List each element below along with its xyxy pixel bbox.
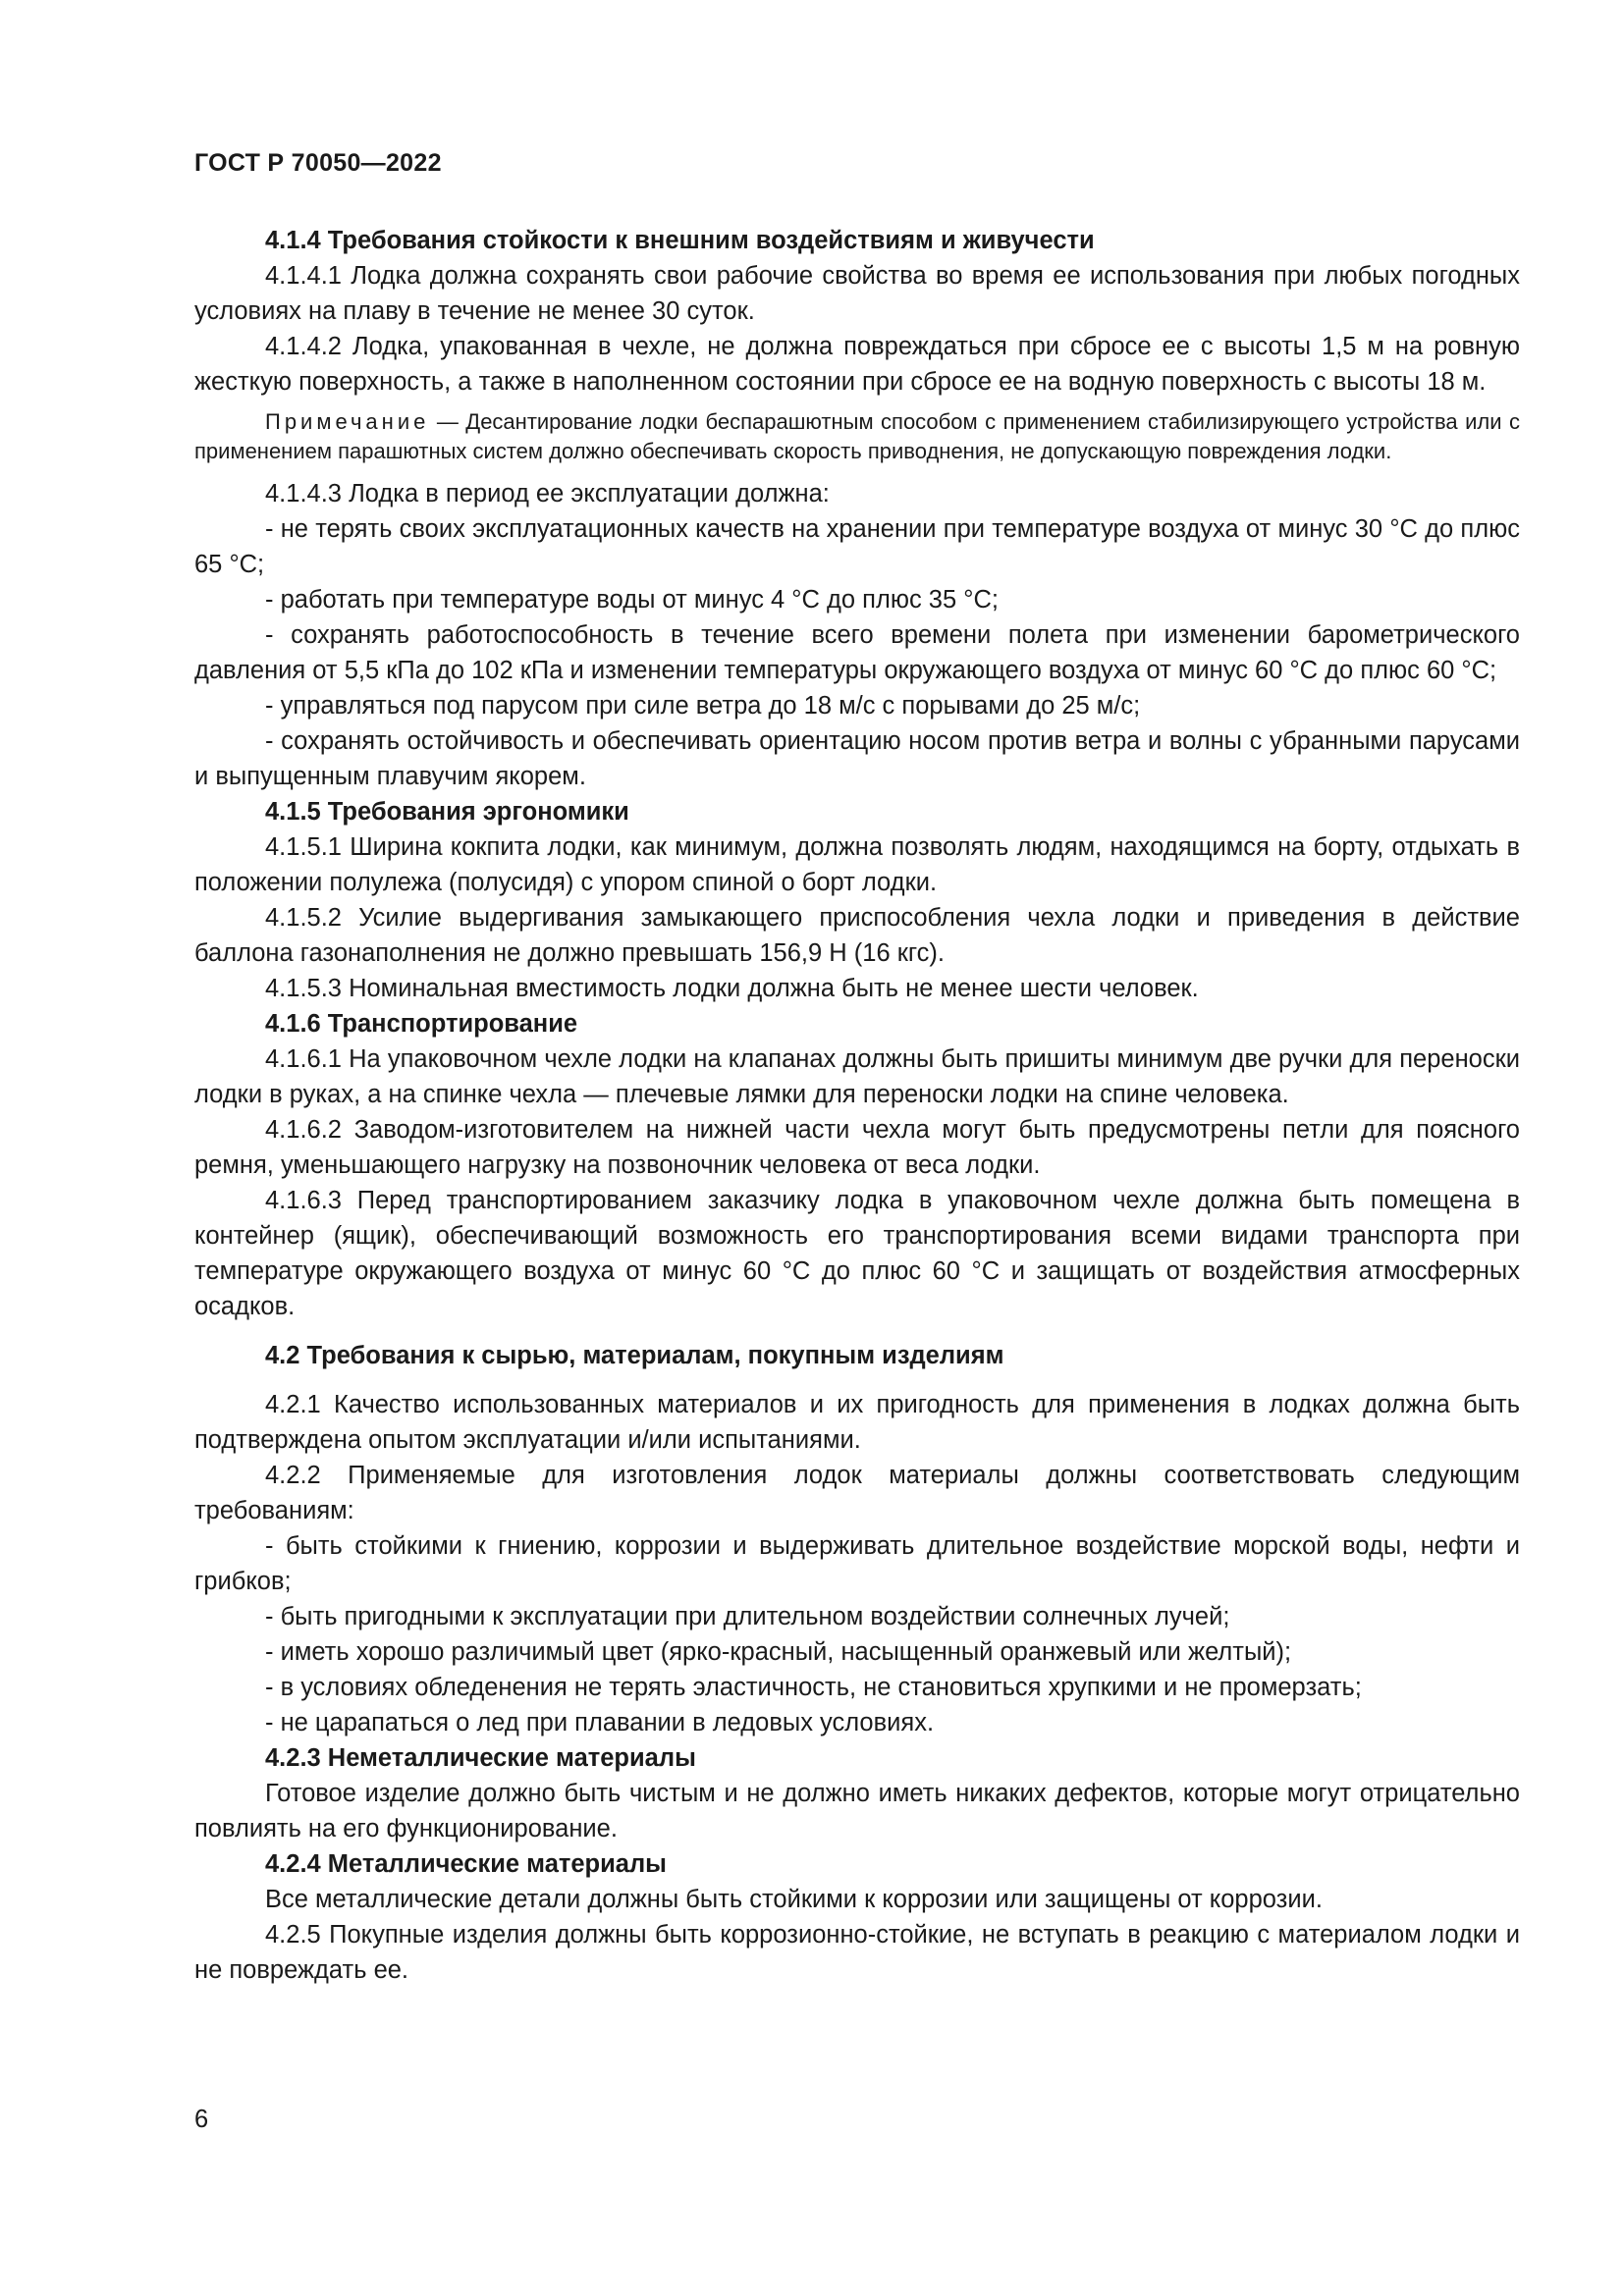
- list-item: - не царапаться о лед при плавании в ледовых условиях.: [265, 1709, 935, 1736]
- paragraph-4-2-5: 4.2.5 Покупные изделия должны быть коррозионно-стойкие, не вступать в реакцию с материалом лодки и не повреждать ее.: [194, 1921, 1520, 1984]
- list-item: - сохранять работоспособность в течение всего времени полета при изменении барометрического давления от 5,5 кПа до 102 кПа и изменении температуры окружающего воздуха от минус 60 °С до плюс 60 °С;: [194, 621, 1520, 684]
- list-item: - управляться под парусом при силе ветра до 18 м/с с порывами до 25 м/с;: [265, 692, 1141, 720]
- list-item: - работать при температуре воды от минус 4 °С до плюс 35 °С;: [265, 586, 999, 614]
- section-heading-4-2-4: 4.2.4 Металлические материалы: [265, 1850, 667, 1878]
- paragraph-4-1-5-1: 4.1.5.1 Ширина кокпита лодки, как минимум, должна позволять людям, находящимся на борту, отдыхать в положении полулежа (полусидя) с упором спиной о борт лодки.: [194, 833, 1520, 896]
- paragraph-4-1-4-2: 4.1.4.2 Лодка, упакованная в чехле, не должна повреждаться при сбросе ее с высоты 1,5 м на ровную жесткую поверхность, а также в наполненном состоянии при сбросе ее на водную поверхность с высоты 18 м.: [194, 333, 1520, 396]
- paragraph-4-2-4: Все металлические детали должны быть стойкими к коррозии или защищены от коррозии.: [265, 1886, 1323, 1913]
- list-item: - сохранять остойчивость и обеспечивать ориентацию носом против ветра и волны с убранными парусами и выпущенным плавучим якорем.: [194, 727, 1520, 790]
- list-item: - быть пригодными к эксплуатации при длительном воздействии солнечных лучей;: [265, 1603, 1230, 1630]
- section-heading-4-1-4: 4.1.4 Требования стойкости к внешним воздействиям и живучести: [265, 227, 1095, 254]
- paragraph-4-1-4-3: 4.1.4.3 Лодка в период ее эксплуатации должна:: [265, 480, 830, 507]
- list-item: - в условиях обледенения не терять эластичность, не становиться хрупкими и не промерзать;: [265, 1674, 1362, 1701]
- paragraph-4-2-1: 4.2.1 Качество использованных материалов и их пригодность для применения в лодках должна быть подтверждена опытом эксплуатации и/или испытаниями.: [194, 1391, 1520, 1454]
- note-label: Примечание: [265, 409, 430, 434]
- note: [194, 407, 1520, 466]
- paragraph-4-1-4-1: 4.1.4.1 Лодка должна сохранять свои рабочие свойства во время ее использования при любых погодных условиях на плаву в течение не менее 30 суток.: [194, 262, 1520, 325]
- list-item: - быть стойкими к гниению, коррозии и выдерживать длительное воздействие морской воды, нефти и грибков;: [194, 1532, 1520, 1595]
- paragraph-4-1-5-3: 4.1.5.3 Номинальная вместимость лодки должна быть не менее шести человек.: [265, 975, 1199, 1002]
- section-heading-4-2: 4.2 Требования к сырью, материалам, покупным изделиям: [265, 1342, 1004, 1369]
- list-item: - не терять своих эксплуатационных качеств на хранении при температуре воздуха от минус 30 °С до плюс 65 °С;: [194, 515, 1520, 578]
- section-heading-4-1-6: 4.1.6 Транспортирование: [265, 1010, 578, 1038]
- list-item: - иметь хорошо различимый цвет (ярко-красный, насыщенный оранжевый или желтый);: [265, 1638, 1292, 1666]
- note-text: — Десантирование лодки беспарашютным способом с применением стабилизирующего устройства или с применением парашютных систем должно обеспечивать скорость приводнения, не допускающую повреждения лодки.: [194, 409, 1520, 463]
- section-heading-4-1-5: 4.1.5 Требования эргономики: [265, 798, 629, 826]
- paragraph-4-1-6-3: 4.1.6.3 Перед транспортированием заказчику лодка в упаковочном чехле должна быть помещена в контейнер (ящик), обеспечивающий возможность его транспортирования всеми видами транспорта при температуре окружающего воздуха от минус 60 °С до плюс 60 °С и защищать от воздействия атмосферных осадков.: [194, 1187, 1520, 1320]
- paragraph-4-2-3: Готовое изделие должно быть чистым и не должно иметь никаких дефектов, которые могут отрицательно повлиять на его функционирование.: [194, 1780, 1520, 1842]
- paragraph-4-1-6-1: 4.1.6.1 На упаковочном чехле лодки на клапанах должны быть пришиты минимум две ручки для переноски лодки в руках, а на спинке чехла — плечевые лямки для переноски лодки на спине человека.: [194, 1045, 1520, 1108]
- page-number: 6: [194, 2106, 209, 2133]
- paragraph-4-1-5-2: 4.1.5.2 Усилие выдергивания замыкающего приспособления чехла лодки и приведения в действие баллона газонаполнения не должно превышать 156,9 Н (16 кгс).: [194, 904, 1520, 967]
- document-header: ГОСТ Р 70050—2022: [194, 149, 442, 177]
- section-heading-4-2-3: 4.2.3 Неметаллические материалы: [265, 1744, 696, 1772]
- document-body: [194, 223, 1520, 1988]
- paragraph-4-2-2: 4.2.2 Применяемые для изготовления лодок материалы должны соответствовать следующим требованиям:: [194, 1462, 1520, 1524]
- paragraph-4-1-6-2: 4.1.6.2 Заводом-изготовителем на нижней части чехла могут быть предусмотрены петли для поясного ремня, уменьшающего нагрузку на позвоночник человека от веса лодки.: [194, 1116, 1520, 1179]
